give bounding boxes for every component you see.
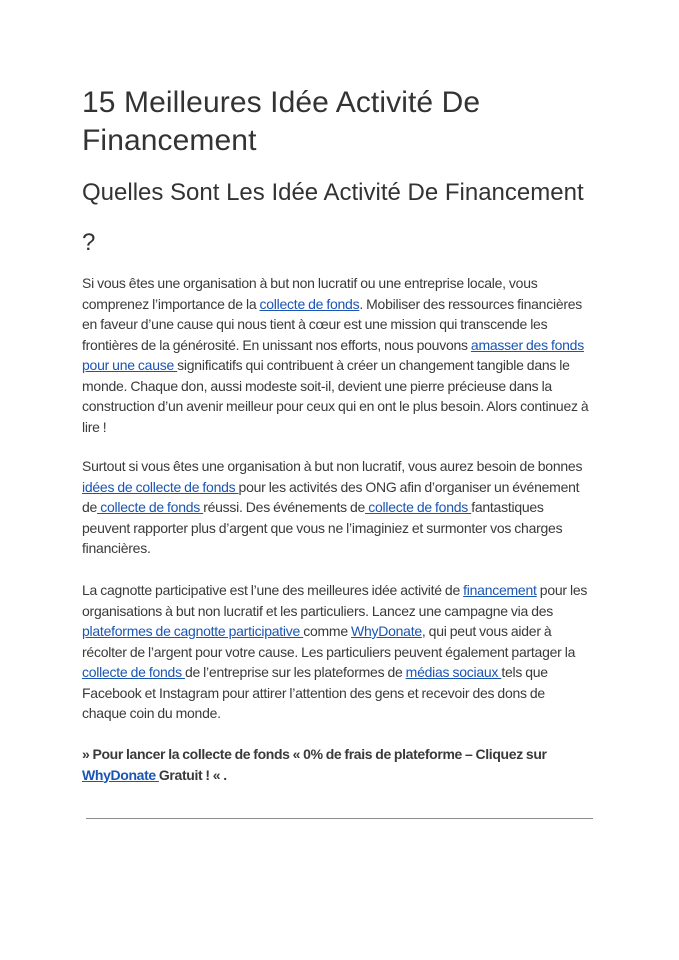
- call-to-action: [82, 744, 592, 785]
- paragraph-text: Si vous êtes une organisation à but non lucratif ou une entreprise locale, vous comprenez l’importance de la: [82, 275, 538, 312]
- cta-text: » Pour lancer la collecte de fonds « 0% de frais de plateforme – Cliquez sur: [82, 746, 547, 762]
- crowdfunding-paragraph: [82, 580, 592, 724]
- section-heading: Quelles Sont Les Idée Activité De Financement ?: [82, 179, 584, 256]
- paragraph-text: , qui peut vous aider à récolter de l’argent pour votre cause. Les particuliers peuvent également partager la: [82, 623, 576, 660]
- whydonate-link[interactable]: WhyDonate: [351, 623, 422, 639]
- page-title: 15 Meilleures Idée Activité De Financement: [82, 86, 481, 157]
- cta-text: Gratuit ! « .: [158, 766, 227, 783]
- collecte-de-fonds-link[interactable]: collecte de fonds: [82, 664, 185, 680]
- paragraph-text: réussi. Des événements de: [203, 499, 366, 515]
- financement-link[interactable]: financement: [463, 582, 537, 598]
- amasser-des-fonds-link[interactable]: amasser des fonds pour une cause: [82, 336, 584, 373]
- paragraph-text: Surtout si vous êtes une organisation à but non lucratif, vous aurez besoin de bonnes: [82, 458, 583, 474]
- paragraph-text: de l’entreprise sur les plateformes de: [184, 664, 406, 680]
- collecte-de-fonds-link[interactable]: collecte de fonds: [365, 499, 472, 515]
- collecte-de-fonds-link[interactable]: collecte de fonds: [259, 295, 360, 312]
- paragraph-text: La cagnotte participative est l’une des meilleures idée activité de: [82, 582, 464, 598]
- medias-sociaux-link[interactable]: médias sociaux: [405, 664, 502, 680]
- plateformes-cagnotte-link[interactable]: plateformes de cagnotte participative: [82, 623, 304, 639]
- paragraph-text: . Mobiliser des ressources financières en faveur d’une cause qui nous tient à cœur est une mission qui transcende les frontières de la générosité. En unissant nos efforts, nous pouvons: [82, 295, 583, 353]
- intro-paragraph: [82, 273, 592, 437]
- whydonate-cta-link[interactable]: WhyDonate: [82, 766, 159, 783]
- paragraph-text: pour les organisations à but non lucratif et les particuliers. Lancez une campagne via des: [82, 582, 588, 619]
- ngo-paragraph: [82, 456, 592, 559]
- paragraph-text: tels que Facebook et Instagram pour attirer l’attention des gens et recevoir des dons de chaque coin du monde.: [82, 664, 548, 721]
- paragraph-text: fantastiques peuvent rapporter plus d’argent que vous ne l’imaginiez et surmonter vos charges financières.: [82, 499, 563, 556]
- paragraph-text: pour les activités des ONG afin d’organiser un événement de: [82, 478, 580, 515]
- paragraph-text: significatifs qui contribuent à créer un changement tangible dans le monde. Chaque don, aussi modeste soit-il, devient une pierre précieuse dans la construction d’un avenir meilleur pour ceux qui en ont le plus besoin. Alors continuez à lire !: [82, 357, 589, 435]
- idees-collecte-link[interactable]: idées de collecte de fonds: [82, 478, 239, 495]
- horizontal-divider: [86, 818, 593, 819]
- collecte-de-fonds-link[interactable]: collecte de fonds: [97, 499, 204, 515]
- paragraph-text: comme: [303, 623, 351, 639]
